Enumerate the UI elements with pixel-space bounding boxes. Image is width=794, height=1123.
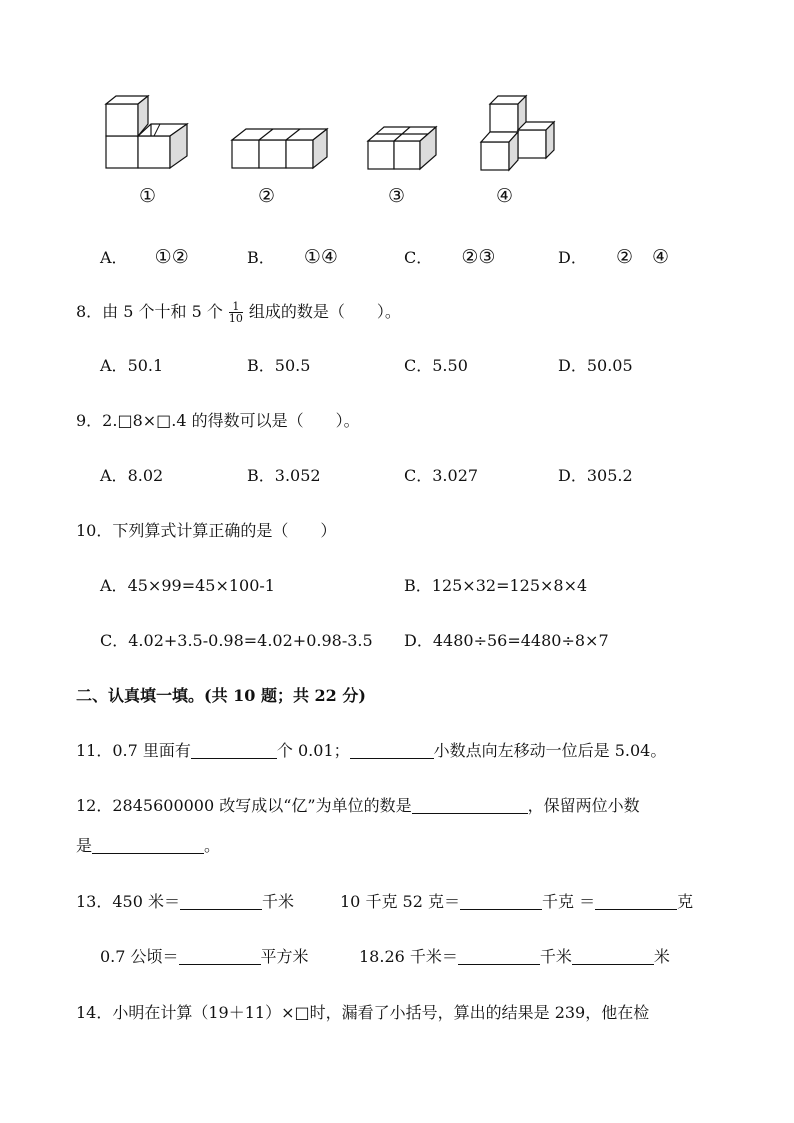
answer-blank[interactable] [458, 948, 540, 965]
option-text: ② ④ [615, 246, 670, 268]
option-letter: B． [247, 248, 275, 267]
option-letter: A． [100, 248, 128, 267]
q8-stem-after: 组成的数是（ ）。 [248, 302, 401, 321]
q10-option-c[interactable] [100, 631, 373, 651]
q13-line-2a [100, 947, 309, 967]
option-letter: A． [100, 356, 128, 375]
q13-b-unit2: 克 [677, 892, 694, 911]
q12-line2-end: 。 [204, 836, 221, 855]
option-letter: B． [247, 466, 275, 485]
cube-stack-icon [104, 94, 194, 174]
q10-option-d[interactable] [404, 631, 609, 651]
q10-option-b[interactable] [404, 576, 587, 596]
q14-stem: 14．小明在计算（19＋11）×□时，漏看了小括号，算出的结果是 239，他在检 [76, 1003, 650, 1022]
option-letter: C． [404, 248, 433, 267]
option-letter: D． [404, 631, 433, 650]
q11-part-2: 个 0.01； [276, 741, 350, 760]
answer-blank[interactable] [350, 742, 434, 759]
q12-text-end: ，保留两位小数 [527, 796, 640, 815]
option-letter: D． [558, 466, 587, 485]
q11-part-1: 11．0.7 里面有 [76, 741, 191, 760]
q13-b: 10 千克 52 克＝ [340, 892, 460, 911]
option-letter: B． [247, 356, 275, 375]
q9-option-c[interactable] [404, 466, 478, 486]
figure-3 [366, 124, 446, 176]
q12-line-1 [76, 796, 640, 816]
option-letter: D． [558, 248, 587, 267]
figure-1 [104, 94, 194, 178]
figure-4-label: ④ [496, 185, 514, 207]
q13-c-unit: 平方米 [260, 947, 309, 966]
fraction-denominator: 10 [228, 312, 243, 325]
q9-option-d[interactable] [558, 466, 633, 486]
answer-blank[interactable] [191, 742, 277, 759]
option-text: ②③ [461, 246, 496, 268]
q12-text: 12．2845600000 改写成以“亿”为单位的数是 [76, 796, 412, 815]
q8-option-d[interactable] [558, 356, 633, 376]
answer-blank[interactable] [92, 837, 204, 854]
q8-stem-before: 8．由 5 个十和 5 个 [76, 302, 223, 321]
option-text: 4.02+3.5-0.98=4.02+0.98-3.5 [128, 631, 373, 650]
q13-d-unit1: 千米 [539, 947, 572, 966]
figure-1-label: ① [139, 185, 157, 207]
q7-option-b[interactable] [247, 247, 338, 268]
q10-stem: 10．下列算式计算正确的是（ ） [76, 521, 337, 540]
q7-option-a[interactable] [100, 247, 189, 268]
fraction-numerator: 1 [229, 301, 243, 313]
section-heading: 二、认真填一填。(共 10 题；共 22 分) [76, 686, 366, 705]
answer-blank[interactable] [572, 948, 654, 965]
option-text: 5.50 [432, 356, 468, 375]
option-letter: A． [100, 576, 128, 595]
q9-option-a[interactable] [100, 466, 163, 486]
q13-b-unit1: 千克 ＝ [541, 892, 596, 911]
option-letter: C． [100, 631, 129, 650]
q13-c: 0.7 公顷＝ [100, 947, 179, 966]
q13-a: 13．450 米＝ [76, 892, 180, 911]
q9-stem: 9．2.□8×□.4 的得数可以是（ ）。 [76, 411, 360, 430]
figure-2-label: ② [258, 185, 276, 207]
figure-2 [230, 126, 330, 176]
option-letter: D． [558, 356, 587, 375]
option-letter: C． [404, 466, 433, 485]
option-text: 45×99=45×100-1 [127, 576, 275, 595]
q13-a-unit: 千米 [262, 892, 295, 911]
option-text: 8.02 [127, 466, 164, 485]
q11-line [76, 741, 666, 761]
answer-blank[interactable] [412, 797, 528, 814]
answer-blank[interactable] [180, 893, 262, 910]
option-letter: C． [404, 356, 433, 375]
q13-line-2b [359, 947, 670, 967]
q8-option-b[interactable] [247, 356, 310, 376]
cube-row-icon [230, 126, 330, 172]
option-letter: A． [100, 466, 128, 485]
q10-option-a[interactable] [100, 576, 275, 596]
q13-line-1a [76, 892, 294, 912]
q13-d: 18.26 千米＝ [359, 947, 458, 966]
fraction [229, 301, 243, 324]
option-text: 125×32=125×8×4 [431, 576, 588, 595]
option-letter: B． [404, 576, 432, 595]
option-text: 3.027 [432, 466, 479, 485]
q11-part-3: 小数点向左移动一位后是 5.04。 [433, 741, 667, 760]
answer-blank[interactable] [179, 948, 261, 965]
option-text: 3.052 [274, 466, 321, 485]
q13-line-1b [340, 892, 693, 912]
cube-step-icon [478, 94, 560, 174]
option-text: 50.1 [127, 356, 164, 375]
q7-option-d[interactable] [558, 247, 669, 268]
answer-blank[interactable] [595, 893, 677, 910]
option-text: 50.5 [274, 356, 311, 375]
q12-line2-text: 是 [76, 836, 93, 855]
q8-option-a[interactable] [100, 356, 163, 376]
cube-block-icon [366, 124, 446, 172]
q13-d-unit2: 米 [653, 947, 670, 966]
option-text: 50.05 [586, 356, 633, 375]
figure-4 [478, 94, 560, 178]
q8-option-c[interactable] [404, 356, 468, 376]
q9-option-b[interactable] [247, 466, 321, 486]
option-text: ①② [154, 246, 189, 268]
q7-option-c[interactable] [404, 247, 495, 268]
q8-stem [76, 301, 401, 324]
option-text: ①④ [303, 246, 338, 268]
figure-3-label: ③ [388, 185, 406, 207]
answer-blank[interactable] [460, 893, 542, 910]
option-text: 305.2 [586, 466, 633, 485]
option-text: 4480÷56=4480÷8×7 [432, 631, 609, 650]
q12-line-2 [76, 836, 220, 856]
